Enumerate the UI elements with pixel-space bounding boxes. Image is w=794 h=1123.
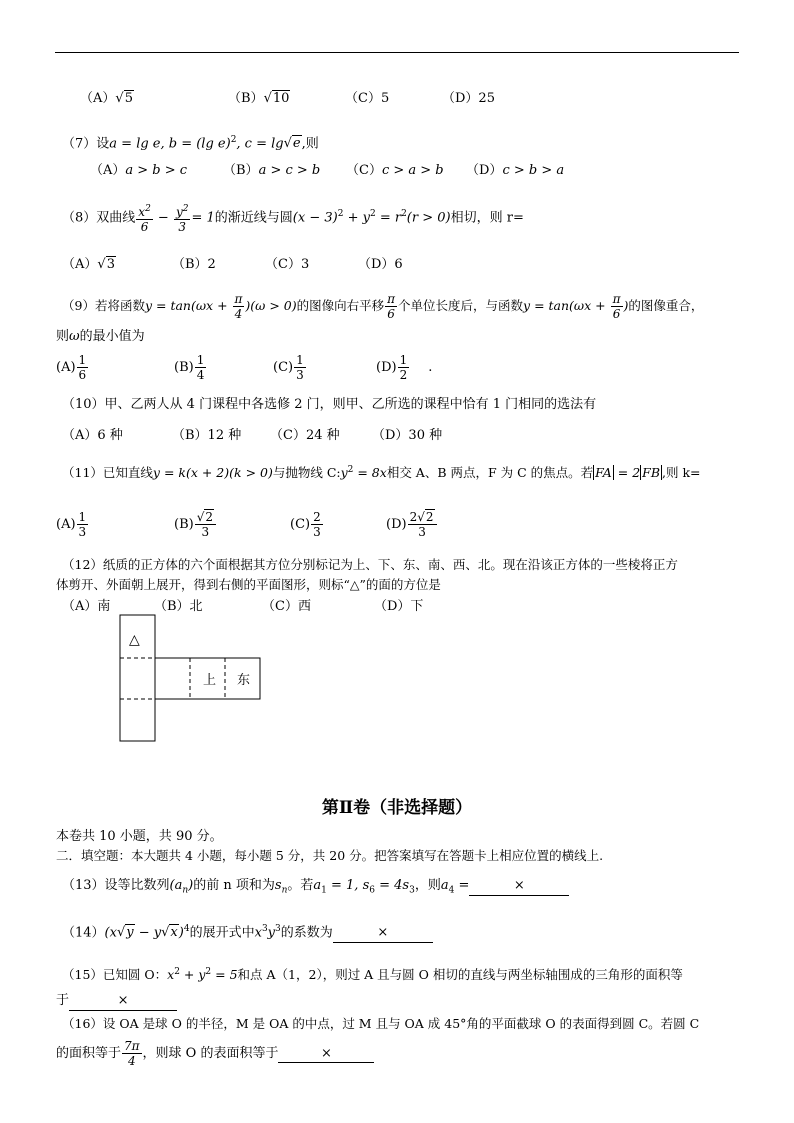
sqrt-symbol: √10 [263, 91, 290, 106]
fraction: $\frac{\pi}{6}$ [612, 292, 621, 321]
option-c: （C）24 种 [270, 428, 340, 443]
q8-stem: （8）双曲线 $\frac{x^2}{6}$ − $\frac{y^2}{3}$ = 1的渐近线与圆$(x - 3)^2 + y^2 = r^2(r > 0)$相切，则 r= [62, 203, 524, 234]
option-d: （D）c > b > a [466, 163, 565, 178]
option-d: (D) $\frac{2√2}{3}$ [386, 506, 438, 544]
cube-net-diagram [115, 613, 265, 745]
option-d: （D）下 [374, 599, 424, 614]
option-a: （A）6 种 [62, 428, 123, 443]
q10-stem: （10）甲、乙两人从 4 门课程中各选修 2 门，则甲、乙所选的课程中恰有 1 门相同的选法有 [62, 397, 597, 412]
q15-stem: （15）已知圆 O：$x^2 + y^2 = 5$和点 A（1，2），则过 A 且与圆 O 相切的直线与两坐标轴围成的三角形的面积等 [62, 967, 683, 983]
header-rule [55, 52, 739, 53]
q16-line1: （16）设 OA 是球 O 的半径，M 是 OA 的中点，过 M 且与 OA 成 45°角的平面截球 O 的表面得到圆 C。若圆 C [62, 1016, 700, 1031]
q11-options [56, 506, 476, 544]
answer-blank[interactable]: × [278, 1046, 374, 1063]
option-a: (A) $\frac{1}{3}$ [56, 510, 87, 539]
option-c: （C）3 [265, 257, 310, 272]
fraction: $\frac{\pi}{6}$ [387, 292, 396, 321]
sqrt-symbol: √5 [115, 91, 133, 106]
fraction: $\frac{x^2}{6}$ [138, 203, 151, 234]
option-c: (C) $\frac{2}{3}$ [290, 510, 321, 539]
answer-blank[interactable]: × [333, 924, 433, 943]
q9-line2: 则ω的最小值为 [56, 329, 145, 344]
option-d: (D) $\frac{1}{2}$ . [376, 353, 433, 382]
option-a: (A) $\frac{1}{6}$ [56, 353, 87, 382]
face-triangle: △ [129, 632, 140, 648]
option-c: (C) $\frac{1}{3}$ [273, 353, 304, 382]
q12-line1: （12）纸质的正方体的六个面根据其方位分别标记为上、下、东、南、西、北。现在沿该正方体的一些棱将正方 [62, 557, 678, 572]
option-a: （A）a > b > c [90, 163, 188, 178]
q14-stem: $(14)(x√y - y√x)^4$的展开式中$x^3y^3$的系数为 × [62, 920, 433, 943]
option-b: （B）12 种 [172, 428, 242, 443]
q9-stem: （9）若将函数y = tan(ωx + $\frac{\pi}{4}$ )(ω > 0)的图像向右平移 $\frac{\pi}{6}$ 个单位长度后，与函数y = tan(ωx + $\frac{\pi}{6}$ )的图像重合， [62, 292, 704, 321]
sqrt-symbol: √e [283, 136, 301, 152]
face-east: 东 [237, 673, 251, 688]
option-b: （B）√10 [228, 91, 290, 106]
part2-section: 二．填空题：本大题共 4 小题，每小题 5 分，共 20 分。把答案填写在答题卡上相应位置的横线上. [56, 848, 604, 863]
option-a: （A）√3 [62, 257, 115, 272]
q12-line2: 体剪开、外面朝上展开，得到右侧的平面图形，则标“△”的面的方位是 [56, 577, 441, 592]
part2-intro: 本卷共 10 小题，共 90 分。 [56, 829, 223, 844]
q7-stem: （7）设a = lg e, b = (lg e)$^2$, c = lg√e,则 [62, 135, 319, 152]
option-b: （B）a > c > b [223, 163, 321, 178]
option-c: （C）c > a > b [346, 163, 444, 178]
answer-blank[interactable]: × [69, 992, 177, 1011]
face-up: 上 [203, 673, 217, 688]
option-b: (B) $\frac{√2}{3}$ [174, 506, 217, 544]
option-d: （D）25 [442, 91, 495, 106]
fraction: $\frac{y^2}{3}$ [175, 203, 189, 234]
option-d: （D）6 [358, 257, 403, 272]
q11-stem: （11）已知直线y = k(x + 2)(k > 0)与抛物线 $C:y^2 = 8x$相交 A、B 两点，F 为 C 的焦点。若 FA = 2 FB ,则 k= [62, 465, 701, 481]
q15-line2: 于 × [56, 992, 177, 1011]
fraction: $\frac{\pi}{4}$ [234, 292, 243, 321]
part2-title: 第Ⅱ卷（非选择题） [321, 798, 473, 818]
answer-blank[interactable]: × [469, 877, 569, 896]
option-c: （C）5 [345, 91, 390, 106]
q13-stem: （13）设等比数列$(a_n)$的前 n 项和为$s_n$。若$a_1 = 1$, $s_6 = 4s_3$，则$a_4$ = × [62, 877, 569, 900]
option-d: （D）30 种 [372, 428, 443, 443]
fraction: $\frac{7\pi}{4}$ [124, 1039, 140, 1068]
option-b: （B）2 [172, 257, 216, 272]
q9-options [56, 350, 456, 386]
option-c: （C）西 [262, 599, 311, 614]
option-a: （A）南 [62, 599, 111, 614]
q16-line2: 的面积等于 $\frac{7\pi}{4}$ ，则球 O 的表面积等于 × [56, 1036, 374, 1072]
option-b: （B）北 [154, 599, 203, 614]
option-b: (B) $\frac{1}{4}$ [174, 353, 205, 382]
option-a: （A）√5 [80, 91, 133, 106]
